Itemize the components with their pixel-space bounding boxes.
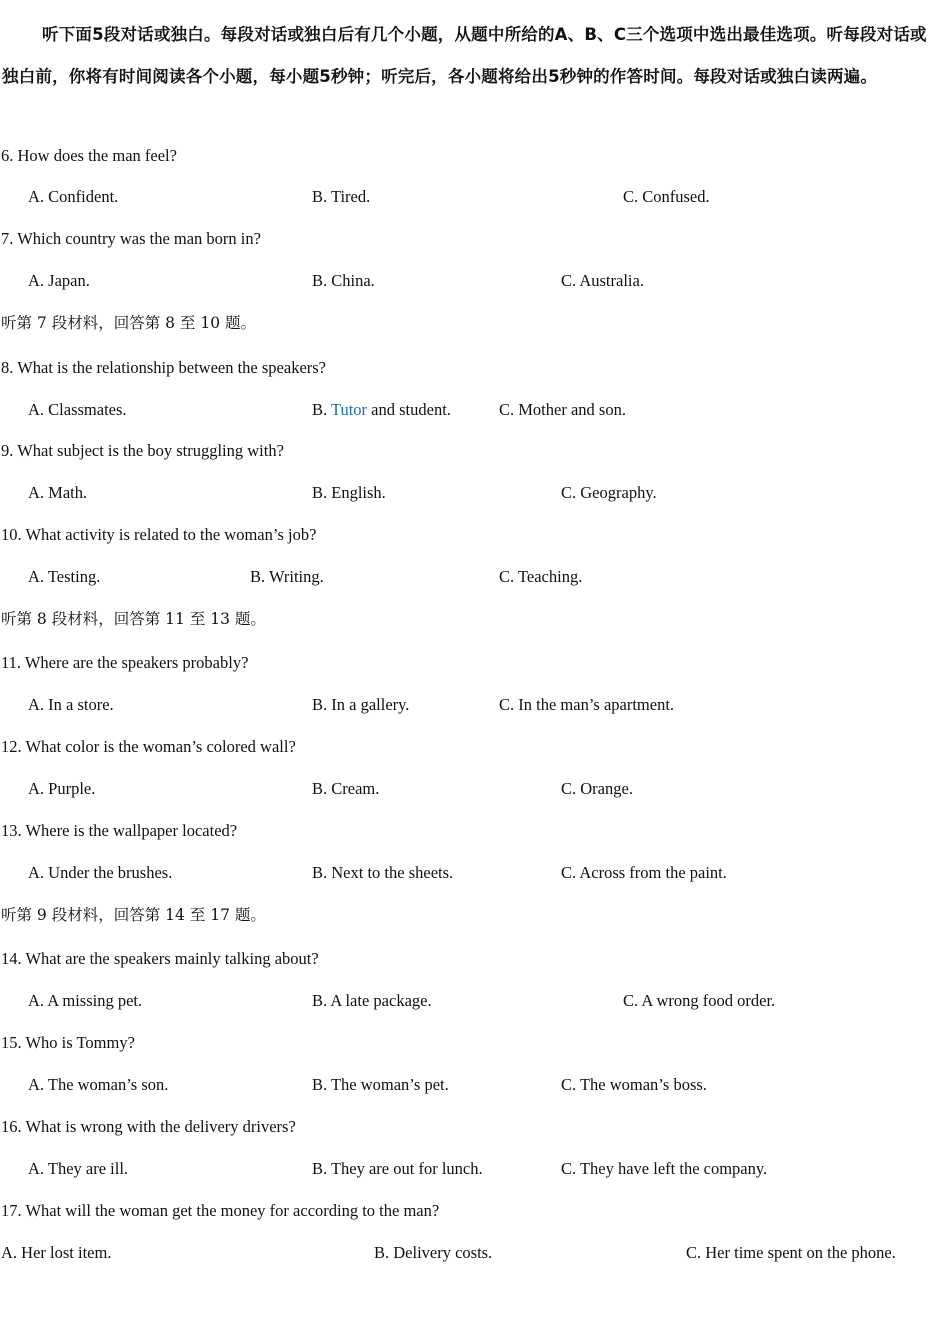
question-14: 14. What are the speakers mainly talking about? — [1, 949, 319, 968]
question-13: 13. Where is the wallpaper located? — [1, 821, 238, 840]
q16-option-a: A. They are ill. — [28, 1159, 129, 1178]
q17-option-b: B. Delivery costs. — [374, 1243, 493, 1262]
q8-option-c: C. Mother and son. — [499, 400, 626, 419]
question-15: 15. Who is Tommy? — [1, 1033, 135, 1052]
q12-option-b: B. Cream. — [312, 779, 380, 798]
q15-option-c: C. The woman’s boss. — [561, 1075, 707, 1094]
q10-option-c: C. Teaching. — [499, 567, 583, 586]
q6-option-b: B. Tired. — [312, 187, 371, 206]
q13-option-b: B. Next to the sheets. — [312, 863, 454, 882]
question-6: 6. How does the man feel? — [1, 146, 177, 165]
q8-option-b-suffix: and student. — [367, 400, 451, 419]
question-12: 12. What color is the woman’s colored wall? — [1, 737, 296, 756]
instructions-paragraph: 听下面5段对话或独白。每段对话或独白后有几个小题，从题中所给的A、B、C三个选项中选出最佳选项。听每段对话或独白前，你将有时间阅读各个小题，每小题5秒钟；听完后，各小题将给出5秒钟的作答时间。每段对话或独白读两遍。 — [2, 25, 927, 86]
q9-option-c: C. Geography. — [561, 483, 657, 502]
q7-option-b: B. China. — [312, 271, 375, 290]
q11-option-b: B. In a gallery. — [312, 695, 410, 714]
q12-option-c: C. Orange. — [561, 779, 633, 798]
question-8: 8. What is the relationship between the speakers? — [1, 358, 327, 377]
q12-option-a: A. Purple. — [28, 779, 96, 798]
question-10: 10. What activity is related to the woman’s job? — [1, 525, 317, 544]
q13-option-c: C. Across from the paint. — [561, 863, 727, 882]
tutor-highlight-link[interactable]: Tutor — [330, 400, 368, 419]
question-7: 7. Which country was the man born in? — [1, 229, 261, 248]
q16-option-c: C. They have left the company. — [561, 1159, 768, 1178]
q6-option-a: A. Confident. — [28, 187, 119, 206]
q10-option-b: B. Writing. — [250, 567, 324, 586]
q17-option-c: C. Her time spent on the phone. — [686, 1243, 896, 1262]
q9-option-a: A. Math. — [28, 483, 88, 502]
q13-option-a: A. Under the brushes. — [28, 863, 173, 882]
q17-option-a: A. Her lost item. — [1, 1243, 112, 1262]
q15-option-b: B. The woman’s pet. — [312, 1075, 449, 1094]
section-7-heading: 听第 7 段材料，回答第 8 至 10 题。 — [1, 314, 257, 332]
question-16: 16. What is wrong with the delivery drivers? — [1, 1117, 296, 1136]
q11-option-a: A. In a store. — [28, 695, 114, 714]
q7-option-a: A. Japan. — [28, 271, 90, 290]
q9-option-b: B. English. — [312, 483, 386, 502]
q16-option-b: B. They are out for lunch. — [312, 1159, 483, 1178]
q14-option-a: A. A missing pet. — [28, 991, 143, 1010]
q14-option-b: B. A late package. — [312, 991, 432, 1010]
q10-option-a: A. Testing. — [28, 567, 101, 586]
q8-option-b-prefix: B. — [312, 400, 331, 419]
q15-option-a: A. The woman’s son. — [28, 1075, 169, 1094]
q8-option-a: A. Classmates. — [28, 400, 127, 419]
question-17: 17. What will the woman get the money for according to the man? — [1, 1201, 440, 1220]
section-9-heading: 听第 9 段材料，回答第 14 至 17 题。 — [1, 906, 266, 924]
q14-option-c: C. A wrong food order. — [623, 991, 776, 1010]
q8-option-b — [312, 400, 451, 420]
q6-option-c: C. Confused. — [623, 187, 710, 206]
question-11: 11. Where are the speakers probably? — [1, 653, 249, 672]
question-9: 9. What subject is the boy struggling with? — [1, 441, 284, 460]
q7-option-c: C. Australia. — [561, 271, 644, 290]
section-8-heading: 听第 8 段材料，回答第 11 至 13 题。 — [1, 610, 266, 628]
q11-option-c: C. In the man’s apartment. — [499, 695, 675, 714]
